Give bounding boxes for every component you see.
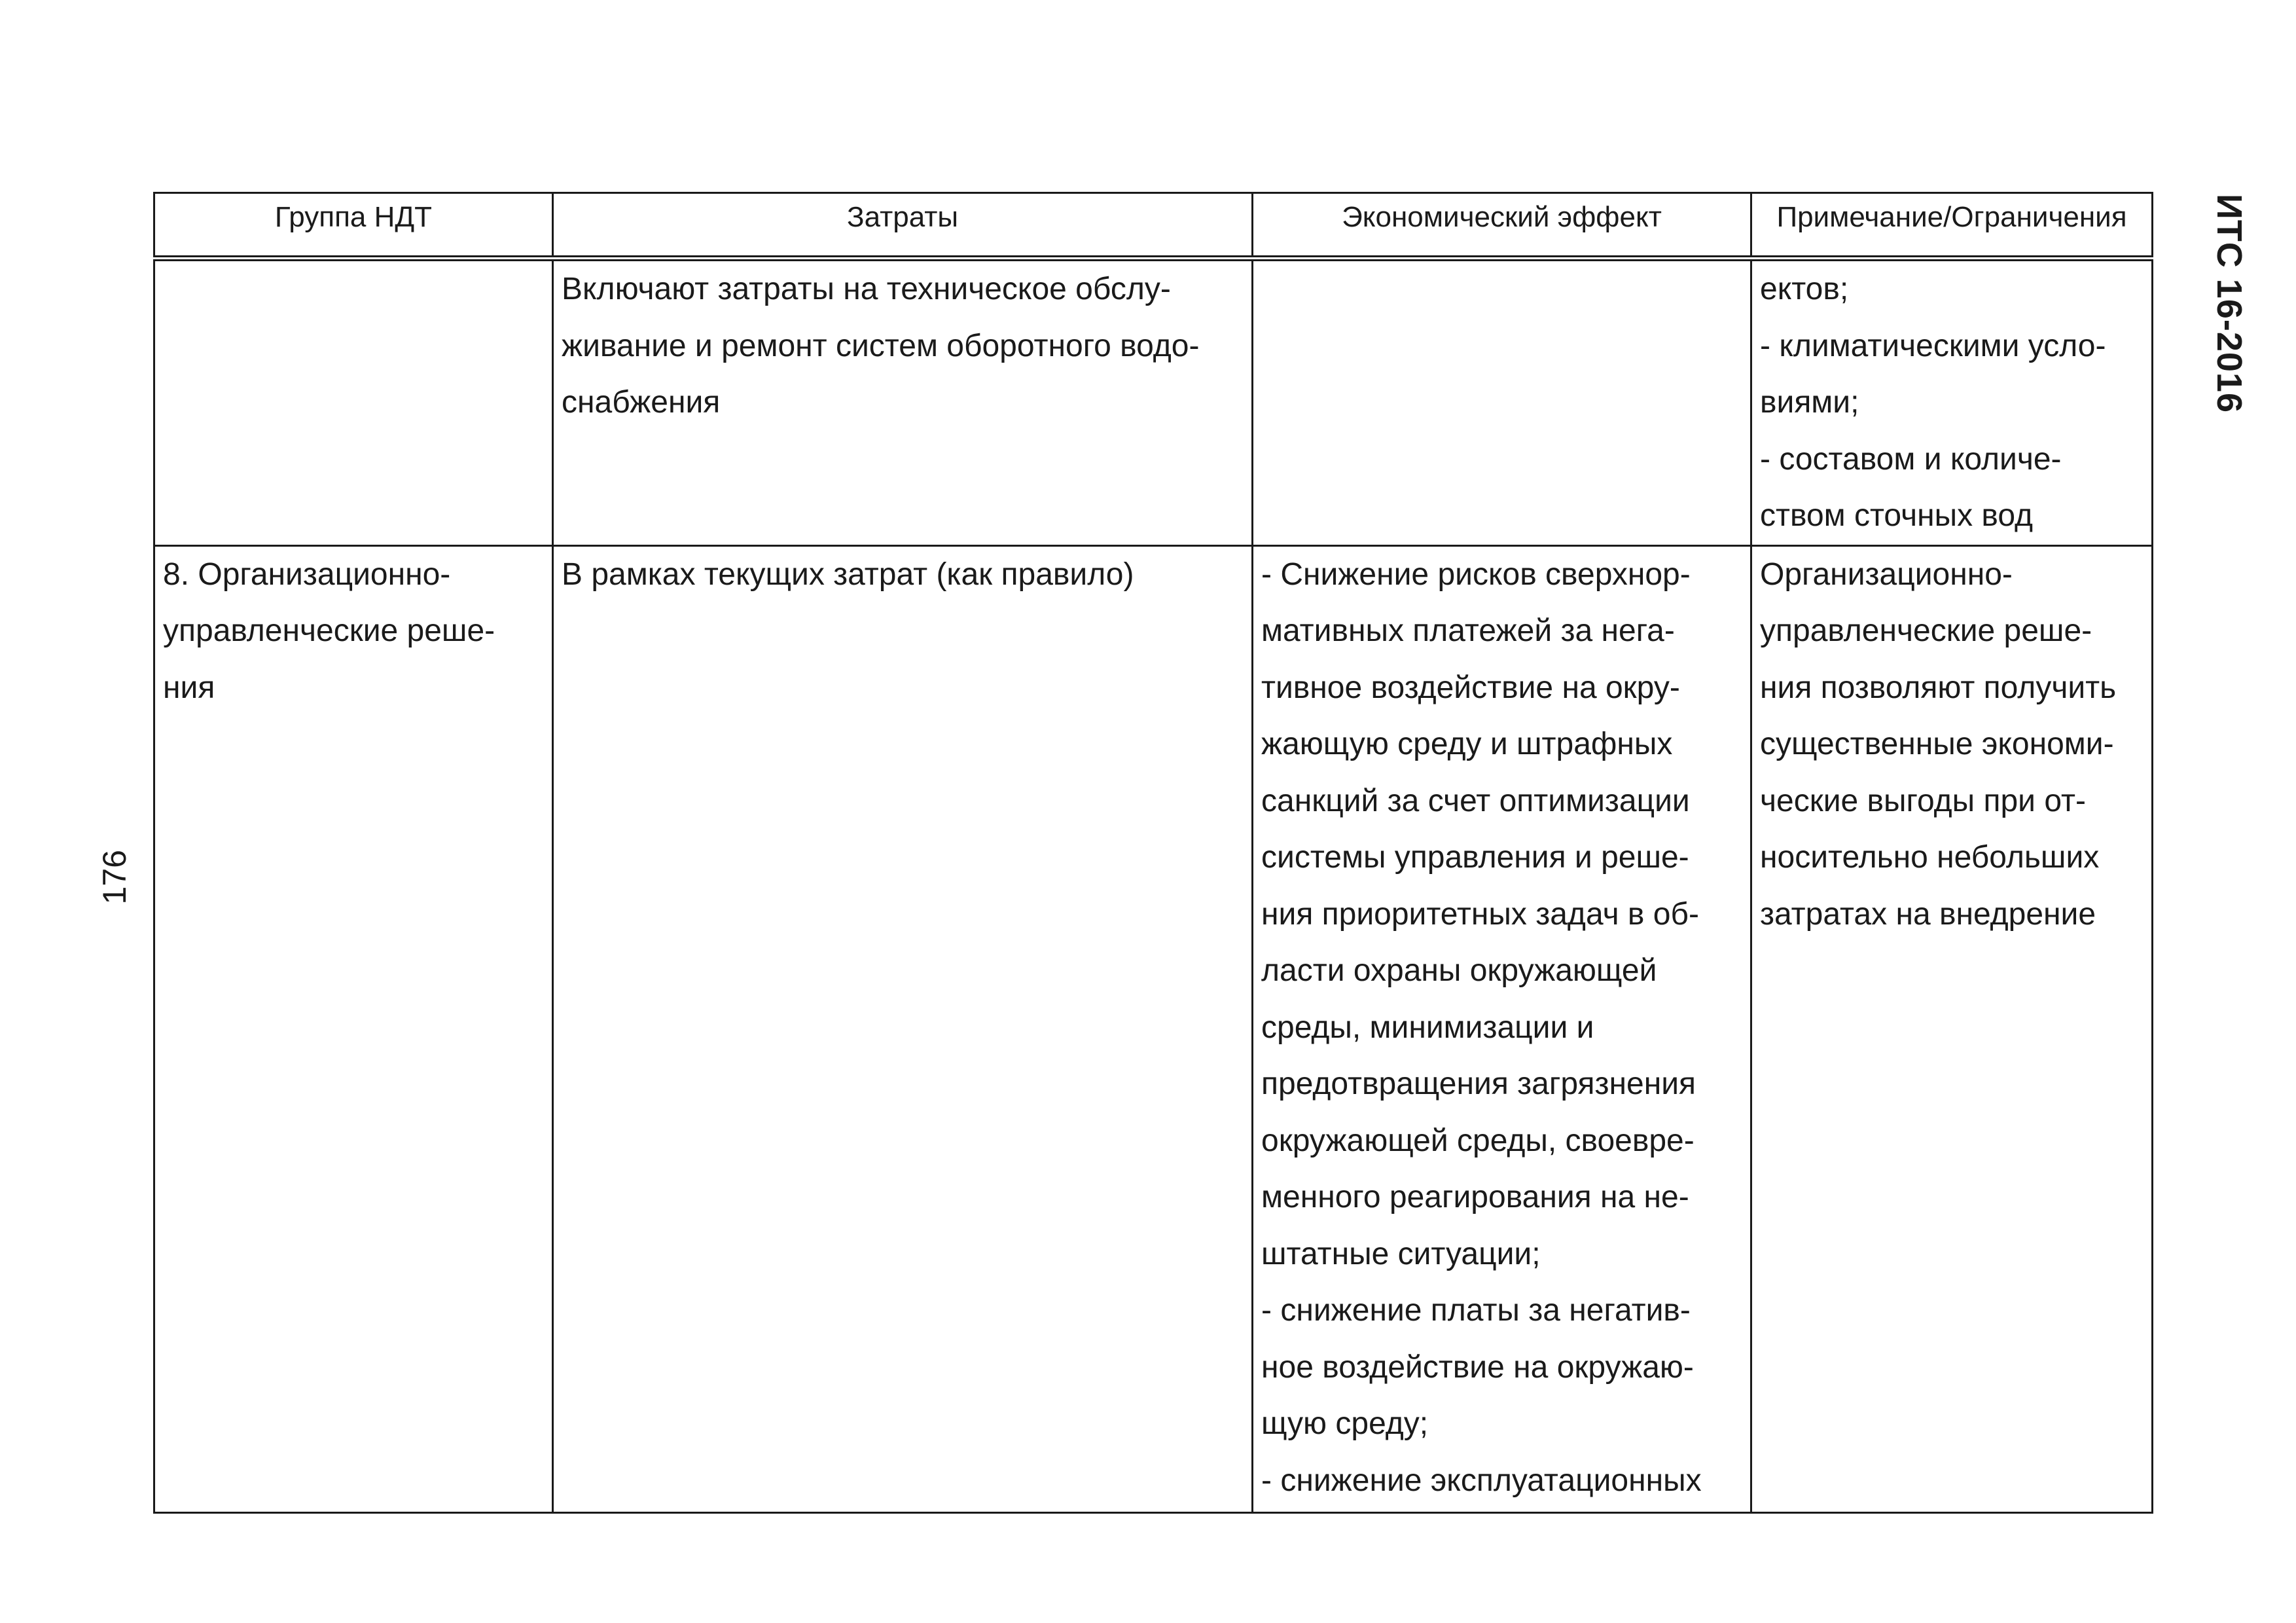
cell-text-line: - снижение платы за негатив- <box>1261 1293 1691 1328</box>
table-row <box>154 259 2153 546</box>
cell-group <box>154 545 553 1512</box>
cell-text-line: ектов; <box>1760 272 1849 306</box>
cell-text-line: ния приоритетных задач в об- <box>1261 896 1699 932</box>
cell-text-line: 8. Организационно- <box>163 556 451 592</box>
cell-text-line: носительно небольших <box>1760 840 2100 875</box>
table-header-row <box>154 193 2153 259</box>
page-number-text: 176 <box>96 850 133 905</box>
document-code-text: ИТС 16-2016 <box>2210 194 2249 413</box>
header-notes-limitations: Примечание/Ограничения <box>1751 193 2153 259</box>
cell-text-line: существенные экономи- <box>1760 727 2114 761</box>
cell-text-line: ния <box>163 670 215 705</box>
cell-group <box>154 259 553 546</box>
cell-text-line: ческие выгоды при от- <box>1760 783 2086 818</box>
cell-text-line: предотвращения загрязнения <box>1261 1067 1696 1101</box>
header-economic-effect: Экономический эффект <box>1253 193 1751 259</box>
cell-text-line: В рамках текущих затрат (как правило) <box>562 556 1134 592</box>
cell-text-line: - Снижение рисков сверхнор- <box>1261 556 1691 592</box>
cell-text-line: тивное воздействие на окру- <box>1261 670 1680 705</box>
cell-text-line: ния позволяют получить <box>1760 670 2117 705</box>
cell-text-line: - климатическими усло- <box>1760 328 2106 363</box>
cell-text-line: среды, минимизации и <box>1261 1010 1594 1045</box>
cell-text-line: окружающей среды, своевре- <box>1261 1123 1695 1158</box>
cell-notes <box>1751 259 2153 546</box>
cell-text-line: управленческие реше- <box>163 613 495 648</box>
cell-text-line: Организационно- <box>1760 556 2013 592</box>
cell-text-line: менного реагирования на не- <box>1261 1180 1689 1214</box>
cell-text-line: жающую среду и штрафных <box>1261 727 1673 761</box>
cell-text-line: - снижение эксплуатационных <box>1261 1463 1702 1498</box>
header-costs: Затраты <box>553 193 1253 259</box>
page-number <box>92 838 137 917</box>
cell-text-line: - составом и количе- <box>1760 441 2062 477</box>
cell-text-line: снабжения <box>562 385 721 420</box>
cell-text-line: штатные ситуации; <box>1261 1236 1541 1271</box>
cell-text-line: системы управления и реше- <box>1261 840 1689 875</box>
cell-text-line: живание и ремонт систем оборотного водо- <box>562 328 1200 363</box>
cell-text-line: щую среду; <box>1261 1406 1429 1441</box>
cell-text-line: ством сточных вод <box>1760 498 2034 533</box>
cell-text-line: ласти охраны окружающей <box>1261 953 1657 988</box>
cell-effect <box>1253 259 1751 546</box>
cell-text-line: Включают затраты на техническое обслу- <box>562 272 1171 306</box>
bat-economics-table <box>153 192 2153 1514</box>
cell-text-line: управленческие реше- <box>1760 613 2092 648</box>
cell-text-line: мативных платежей за нега- <box>1261 613 1675 648</box>
cell-effect <box>1253 545 1751 1512</box>
cell-text-line: затратах на внедрение <box>1760 896 2096 932</box>
cell-text-line: виями; <box>1760 385 1859 420</box>
cell-costs <box>553 545 1253 1512</box>
header-group: Группа НДТ <box>154 193 553 259</box>
cell-text-line: ное воздействие на окружаю- <box>1261 1349 1694 1385</box>
cell-costs <box>553 259 1253 546</box>
cell-text-line: санкций за счет оптимизации <box>1261 783 1690 818</box>
document-code <box>2203 194 2255 429</box>
table-row <box>154 545 2153 1512</box>
cell-notes <box>1751 545 2153 1512</box>
